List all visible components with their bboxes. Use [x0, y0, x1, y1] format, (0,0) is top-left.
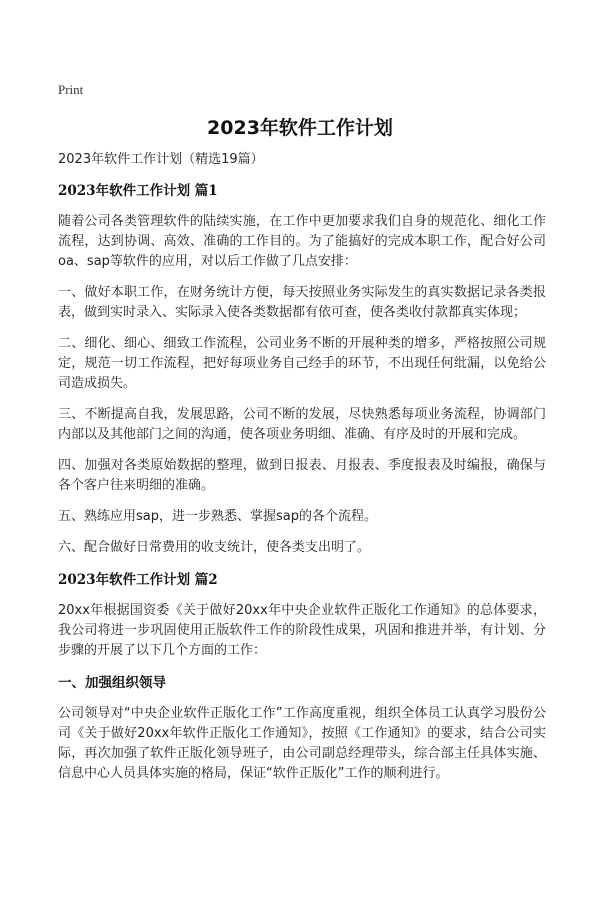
section-2-intro: 20xx年根据国资委《关于做好20xx年中央企业软件正版化工作通知》的总体要求，我公司将进一步巩固使用正版软件工作的阶段性成果，巩固和推进并举，有计划、分步骤的开展了以下几个方面的工作：: [58, 603, 546, 658]
document-content: [58, 150, 546, 795]
section-2-body: 公司领导对“中央企业软件正版化工作”工作高度重视，组织全体员工认真学习股份公司《关于做好20xx年软件正版化工作通知》，按照《工作通知》的要求，结合公司实际，再次加强了软件正版化领导班子，由公司副总经理带头，综合部主任具体实施、信息中心人员具体实施的格局，保证“软件正版化”工作的顺利进行。: [58, 706, 546, 781]
document-title: 2023年软件工作计划: [207, 117, 393, 139]
section-1-paragraph: 随着公司各类管理软件的陆续实施，在工作中更加要求我们自身的规范化、细化工作流程，达到协调、高效、准确的工作目的。为了能搞好的完成本职工作，配合好公司oa、sap等软件的应用，对以后工作做了几点安排：: [58, 214, 546, 269]
section-1-paragraph: 五、熟练应用sap，进一步熟悉、掌握sap的各个流程。: [58, 509, 377, 524]
section-1-paragraph: 四、加强对各类原始数据的整理，做到日报表、月报表、季度报表及时编报，确保与各个客户往来明细的准确。: [58, 458, 546, 493]
section-1-paragraph: 二、细化、细心、细致工作流程，公司业务不断的开展种类的增多，严格按照公司规定，规范一切工作流程，把好每项业务自己经手的环节，不出现任何纰漏，以免给公司造成损失。: [58, 336, 546, 391]
document-subtitle: 2023年软件工作计划（精选19篇）: [58, 152, 264, 167]
section-2-subheading: 一、加强组织领导: [58, 675, 166, 691]
section-1-paragraph: 一、做好本职工作，在财务统计方便，每天按照业务实际发生的真实数据记录各类报表，做到实时录入、实际录入使各类数据都有依可查，使各类收付款都真实体现；: [58, 285, 546, 320]
section-1-paragraph: 三、不断提高自我，发展思路，公司不断的发展，尽快熟悉每项业务流程，协调部门内部以及其他部门之间的沟通，使各项业务明细、准确、有序及时的开展和完成。: [58, 407, 546, 442]
section-1-heading: 2023年软件工作计划 篇1: [58, 183, 218, 199]
section-2-heading: 2023年软件工作计划 篇2: [58, 572, 218, 588]
print-label[interactable]: Print: [58, 82, 84, 97]
section-1-paragraph: 六、配合做好日常费用的收支统计，使各类支出明了。: [58, 540, 371, 555]
